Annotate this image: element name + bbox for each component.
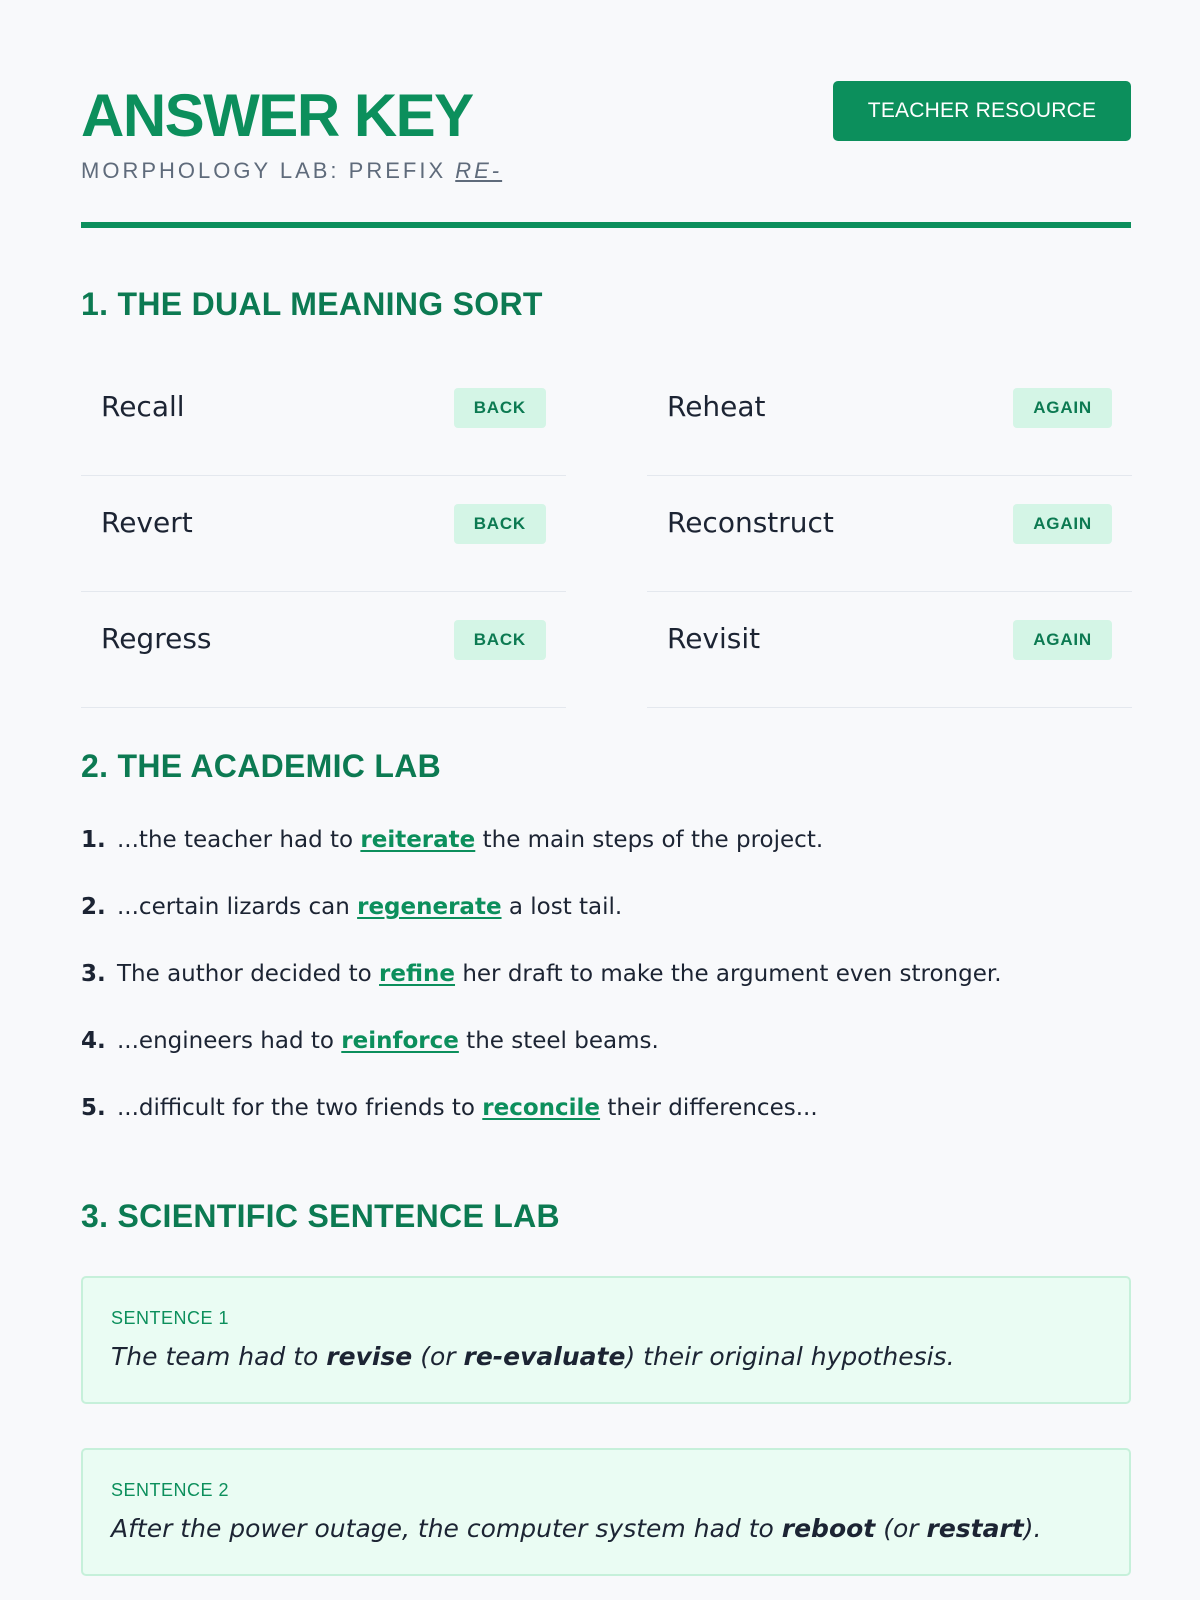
item-number: 3. [81,961,106,987]
sort-tag-again: AGAIN [1013,620,1112,660]
sentence-part: ). [1023,1514,1042,1543]
item-number: 4. [81,1028,106,1054]
card-label: SENTENCE 1 [111,1308,230,1328]
sentence-part: After the power outage, the computer system had to [111,1514,782,1543]
section-heading-dual-meaning: 1. THE DUAL MEANING SORT [81,286,543,322]
sentence-before: ...engineers had to [117,1028,342,1054]
answer-key-page [81,0,1131,1543]
sentence-before: ...difficult for the two friends to [117,1095,483,1121]
subtitle-text: MORPHOLOGY LAB: PREFIX [81,158,456,183]
answer-word: refine [379,961,456,987]
list-item [81,826,1131,893]
sentence-after: the main steps of the project. [475,827,824,853]
academic-lab-list [81,826,1131,1161]
sentence-before: ...the teacher had to [117,827,361,853]
sentence-before: ...certain lizards can [117,894,358,920]
list-item [81,893,1131,960]
answer-word: reiterate [360,827,476,853]
sort-row [647,592,1132,708]
card-sentence [111,1514,1041,1543]
list-item [81,1094,1131,1161]
item-sentence [117,826,823,854]
sort-word: Revert [101,506,193,539]
sentence-part: (or [412,1342,464,1371]
item-number: 1. [81,827,106,853]
item-number: 5. [81,1095,106,1121]
answer-word: re-evaluate [463,1342,626,1371]
sort-word: Revisit [667,622,761,655]
answer-word: reconcile [482,1095,601,1121]
sentence-after: their differences... [600,1095,818,1121]
card-sentence [111,1342,955,1371]
sentence-after: the steel beams. [458,1028,659,1054]
item-sentence [117,960,1002,988]
sentence-part: The team had to [111,1342,327,1371]
sort-column-back [81,360,566,708]
sentence-card [81,1276,1131,1404]
sentence-after: her draft to make the argument even stronger. [455,961,1002,987]
page-subtitle [81,158,502,184]
section-heading-scientific-lab: 3. SCIENTIFIC SENTENCE LAB [81,1198,560,1234]
item-sentence [117,1094,818,1122]
item-sentence [117,893,622,921]
item-sentence [117,1027,659,1055]
sort-word: Recall [101,390,185,423]
sentence-after: a lost tail. [501,894,623,920]
sort-tag-back: BACK [454,388,546,428]
section-heading-academic-lab: 2. THE ACADEMIC LAB [81,748,442,784]
page-title: ANSWER KEY [81,82,473,149]
sort-row [81,360,566,476]
page-header [81,0,1131,228]
teacher-resource-badge: TEACHER RESOURCE [833,81,1131,141]
sentence-part: ) their original hypothesis. [625,1342,955,1371]
sort-column-again [647,360,1132,708]
answer-word: reinforce [341,1028,459,1054]
sort-word: Reconstruct [667,506,834,539]
answer-word: revise [326,1342,413,1371]
sentence-card [81,1448,1131,1576]
list-item [81,960,1131,1027]
answer-word: reboot [781,1514,876,1543]
sort-word: Regress [101,622,212,655]
sort-word: Reheat [667,390,766,423]
sort-tag-back: BACK [454,504,546,544]
subtitle-prefix: RE- [455,158,503,183]
sort-tag-again: AGAIN [1013,504,1112,544]
sentence-before: The author decided to [117,961,380,987]
sort-row [647,360,1132,476]
sentence-part: (or [875,1514,927,1543]
item-number: 2. [81,894,106,920]
sort-tag-back: BACK [454,620,546,660]
sort-row [647,476,1132,592]
list-item [81,1027,1131,1094]
sort-row [81,592,566,708]
sort-row [81,476,566,592]
sort-tag-again: AGAIN [1013,388,1112,428]
answer-word: regenerate [357,894,502,920]
card-label: SENTENCE 2 [111,1480,230,1500]
answer-word: restart [926,1514,1024,1543]
